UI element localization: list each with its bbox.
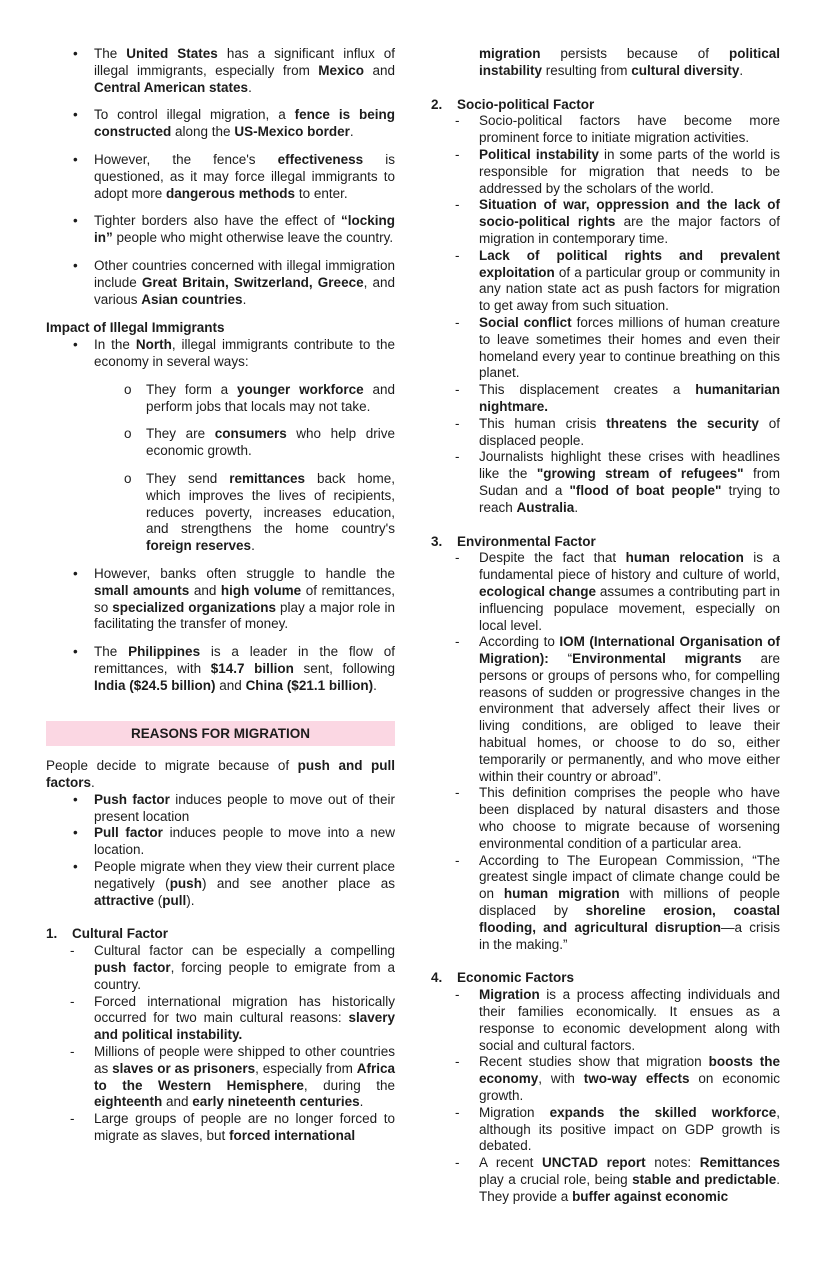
bold-text: “locking in” [94, 213, 395, 246]
list-item-text [479, 785, 780, 850]
dash-list-item [431, 113, 780, 147]
text-run: Tighter borders also have the effect of [94, 213, 341, 229]
list-item-text [479, 550, 780, 632]
text-run: on economic growth. [479, 1071, 780, 1104]
text-run: They form a [146, 381, 238, 397]
section-title: Economic Factors [457, 970, 575, 986]
text-run: According to [479, 634, 560, 650]
bold-text: India ($24.5 billion) [94, 677, 216, 693]
bold-text: push and pull factors [46, 758, 395, 791]
numbered-section-header [46, 926, 395, 943]
bold-text: consumers [214, 426, 287, 442]
bold-text: shoreline erosion, coastal flooding, and agricultural disruption [479, 903, 780, 935]
bullet-marker: • [73, 107, 78, 123]
list-item-text [479, 113, 780, 145]
bullet-marker: - [455, 550, 460, 566]
dash-list-item [46, 994, 395, 1044]
text-run: sent, following [293, 660, 395, 676]
bullet-list [46, 337, 395, 694]
section-title: Environmental Factor [457, 533, 596, 549]
text-run: However, the fence's [94, 151, 278, 167]
list-item-text [479, 416, 780, 448]
text-run: of remittances, so [94, 582, 395, 615]
dash-list-item [431, 550, 780, 634]
list-item-text [479, 147, 780, 196]
text-run: Millions of people were shipped to other countries as [94, 1044, 395, 1076]
list-item-text [146, 471, 395, 553]
text-run: , with [538, 1071, 584, 1087]
dash-list-item [46, 943, 395, 993]
text-run: and [215, 677, 246, 693]
bold-text: attractive [94, 892, 155, 908]
bullet-marker: o [124, 426, 132, 442]
text-run: and perform jobs that locals may not take. [146, 381, 395, 414]
bullet-marker: - [455, 987, 460, 1003]
text-run: in some parts of the world is responsible for migration that needs to be addressed by the scholars of the world. [479, 146, 780, 196]
section-number: 1. [46, 926, 58, 942]
bullet-marker: - [455, 146, 460, 162]
text-run: . [242, 291, 247, 307]
section-title: Socio-political Factor [457, 96, 595, 112]
text-run: , during the [303, 1077, 395, 1093]
bullet-marker: - [455, 1054, 460, 1070]
numbered-section [431, 534, 780, 954]
text-run: forces millions of human creature to leave sometimes their homes and even their homeland every year to continue breathing on this planet. [479, 314, 780, 381]
bold-text: IOM (International Organisation of Migration): [479, 634, 780, 667]
text-run: ) and see another place as [201, 875, 395, 891]
bold-text: high volume [220, 582, 302, 598]
bold-text: Australia [516, 499, 575, 515]
list-item-text [479, 197, 780, 246]
text-run: and [189, 582, 221, 598]
text-run: is a fundamental piece of history and culture of world, [479, 550, 780, 583]
text-run: People migrate when they view their current place negatively ( [94, 859, 395, 891]
bullet-marker: - [455, 1155, 460, 1171]
bullet-marker: • [73, 565, 78, 581]
bold-text: "growing stream of refugees" [536, 466, 744, 482]
bullet-marker: • [73, 644, 78, 660]
text-run: Recent studies show that migration [479, 1054, 709, 1070]
bold-text: push [169, 875, 202, 891]
text-run: , especially from [255, 1060, 357, 1076]
dash-list-item [431, 785, 780, 852]
numbered-section-header [431, 97, 780, 114]
bold-text: humanitarian nightmare. [479, 382, 780, 414]
bold-text: pull [162, 892, 187, 908]
bullet-marker: - [455, 1104, 460, 1120]
text-run: induces people to move into a new location. [94, 825, 395, 858]
list-item-text [479, 1054, 780, 1103]
dash-list-item [431, 147, 780, 197]
text-run: Forced international migration has historically occurred for two main cultural reasons: [94, 993, 395, 1026]
bold-text: Situation of war, oppression and the lack of socio-political rights [479, 197, 780, 230]
list-item [46, 644, 395, 694]
list-item-text [479, 382, 780, 414]
bold-text: remittances [229, 470, 306, 486]
text-run: Migration [479, 1104, 550, 1120]
bullet-marker: • [73, 337, 78, 353]
section-number: 4. [431, 970, 443, 986]
text-run: “ [548, 651, 573, 667]
text-run: play a major role in facilitating the transfer of money. [94, 599, 395, 632]
bold-text: two-way effects [583, 1071, 690, 1087]
bold-text: expands the skilled workforce [549, 1104, 777, 1120]
list-item-text [479, 987, 780, 1052]
bullet-marker: o [124, 381, 132, 397]
bold-text: human migration [503, 886, 620, 902]
bold-text: UNCTAD report [542, 1155, 646, 1171]
bullet-marker: • [73, 825, 78, 841]
bullet-marker: • [73, 151, 78, 167]
section-title: Cultural Factor [72, 926, 169, 942]
bold-text: Mexico [318, 62, 365, 78]
bold-text: eighteenth [94, 1094, 163, 1110]
bold-text: China ($21.1 billion) [245, 677, 374, 693]
text-run: They are [146, 426, 215, 442]
bullet-marker: • [73, 46, 78, 61]
bold-text: Migration [479, 987, 540, 1003]
list-item-text [94, 1111, 395, 1143]
text-run: resulting from [542, 62, 632, 78]
bold-text: early nineteenth centuries [192, 1094, 360, 1110]
left-column [46, 46, 395, 1206]
bold-text: Social conflict [479, 314, 572, 330]
bold-text: Philippines [128, 644, 201, 660]
bold-text: push factor [94, 960, 171, 976]
section-number: 3. [431, 533, 443, 549]
bold-text: Great Britain, Switzerland, Greece [141, 274, 364, 290]
bold-text: "flood of boat people" [569, 482, 722, 498]
list-item-text [94, 152, 395, 201]
text-run: and [162, 1094, 193, 1110]
bold-text: Central American states [94, 79, 249, 95]
text-run: . [349, 124, 354, 140]
dash-list-item [431, 416, 780, 450]
text-run: . They provide a [479, 1172, 780, 1204]
bold-text: Asian countries [141, 291, 243, 307]
text-run: The [94, 644, 129, 660]
text-run: People decide to migrate because of [46, 758, 298, 774]
text-run: back home, which improves the lives of recipients, reduces poverty, increases education, and strengthens the home country's [146, 470, 395, 537]
bold-text: forced international [229, 1128, 356, 1144]
bold-text: Africa to the Western Hemisphere [94, 1060, 395, 1093]
bullet-marker: - [455, 415, 460, 431]
list-item-text [94, 825, 395, 857]
text-run: —a crisis in the making.” [479, 919, 780, 952]
text-run: The [94, 46, 127, 61]
dash-list-item [431, 248, 780, 315]
numbered-section-header [431, 970, 780, 987]
bullet-marker: - [455, 785, 460, 801]
text-run: play a crucial role, being [479, 1172, 633, 1187]
list-item [46, 566, 395, 633]
list-item-text [94, 994, 395, 1043]
list-item [46, 107, 395, 141]
sub-list-item [46, 382, 395, 416]
text-run: has a significant influx of illegal immigrants, especially from [94, 46, 395, 78]
text-run: trying to reach [479, 482, 780, 515]
list-item-text [94, 337, 395, 369]
bullet-marker: - [70, 1044, 75, 1060]
list-item-text [94, 943, 395, 992]
bullet-marker: - [455, 197, 460, 213]
text-run: along the [171, 124, 235, 140]
list-item [46, 46, 395, 96]
dash-list-item [431, 1054, 780, 1104]
text-run: . [359, 1094, 364, 1110]
list-item-text [94, 258, 395, 307]
bold-text: Remittances [699, 1155, 780, 1171]
list-item [46, 152, 395, 202]
bold-text: slaves or as prisoners [112, 1060, 256, 1076]
bold-text: fence is being constructed [94, 107, 395, 140]
text-run: is a leader in the flow of remittances, with [94, 644, 395, 676]
list-item-text [146, 426, 395, 458]
bold-text: small amounts [94, 582, 190, 598]
list-item [46, 258, 395, 308]
bold-text: political instability [479, 46, 780, 78]
text-run: is questioned, as it may force illegal immigrants to adopt more [94, 151, 395, 201]
bold-text: threatens the security [606, 415, 759, 431]
list-item [46, 213, 395, 247]
bold-text: Environmental migrants [572, 651, 742, 667]
bullet-marker: - [455, 852, 460, 868]
list-item-text [94, 644, 395, 693]
bullet-list [46, 46, 395, 308]
text-run: According to The European Commission, “The greatest single impact of climate change could be on [479, 852, 780, 902]
dash-list-item [431, 987, 780, 1054]
text-run: . [739, 62, 744, 78]
bold-text: migration [479, 46, 541, 61]
bullet-marker: - [455, 113, 460, 129]
text-run: . [574, 499, 579, 515]
bullet-marker: - [70, 1111, 75, 1127]
text-run: However, banks often struggle to handle the [94, 565, 395, 581]
list-item-text [479, 449, 780, 514]
list-item [46, 792, 395, 826]
numbered-section-header [431, 534, 780, 551]
bold-text: Political instability [479, 146, 599, 162]
list-item-text [479, 853, 780, 952]
text-run: To control illegal migration, a [94, 107, 295, 123]
list-item-text [479, 248, 780, 313]
banner-heading: REASONS FOR MIGRATION [46, 721, 395, 747]
bold-text: North [135, 337, 172, 353]
text-run: , forcing people to emigrate from a country. [94, 960, 395, 992]
section-heading: Impact of Illegal Immigrants [46, 320, 225, 336]
bold-text: Pull factor [94, 825, 163, 841]
bold-text: US-Mexico border [234, 124, 350, 140]
list-item-text [146, 382, 395, 414]
text-run: . [248, 79, 252, 95]
text-run: of a particular group or community in any nation state act as push factors for migration to get away from such situation. [479, 264, 780, 314]
text-run: ). [186, 892, 195, 908]
list-item-text [479, 1105, 780, 1154]
list-item-text [94, 1044, 395, 1109]
dash-list-item [46, 1044, 395, 1111]
text-run: A recent [479, 1155, 543, 1171]
text-run: ( [154, 892, 163, 908]
text-run: Despite the fact that [479, 550, 626, 566]
bold-text: effectiveness [277, 151, 364, 167]
text-run: persists because of [540, 46, 729, 61]
dash-list-item [431, 634, 780, 785]
dash-list-item [431, 1155, 780, 1205]
numbered-section [431, 970, 780, 1205]
bold-text: specialized organizations [112, 599, 277, 615]
list-item-text [94, 792, 395, 824]
bullet-marker: • [73, 257, 78, 273]
bold-text: foreign reserves [146, 538, 252, 554]
text-run: are the major factors of migration in contemporary time. [479, 214, 781, 246]
bullet-marker: - [455, 247, 460, 263]
bold-text: cultural diversity [631, 62, 740, 78]
text-run: They send [146, 470, 230, 486]
paragraph [46, 758, 395, 792]
text-run: , and various [94, 274, 395, 307]
bullet-marker: - [455, 382, 460, 398]
numbered-section [431, 97, 780, 517]
dash-list-item [431, 315, 780, 382]
bullet-marker: - [455, 449, 460, 465]
dash-list-item [431, 197, 780, 247]
bullet-marker: - [70, 943, 75, 959]
text-run: Other countries concerned with illegal immigration include [94, 257, 395, 290]
text-run: is a process affecting individuals and their families economically. It ensues as a response to economic development along with social and cultural factors. [479, 987, 780, 1053]
sub-list-item [46, 471, 395, 555]
dash-list-item [431, 1105, 780, 1155]
text-run: . [373, 677, 377, 693]
bold-text: $14.7 billion [210, 660, 294, 676]
section-number: 2. [431, 96, 443, 112]
text-run: and [364, 62, 395, 78]
bullet-marker: - [455, 634, 460, 650]
dash-list-item [431, 449, 780, 516]
bullet-marker: • [73, 859, 78, 875]
bold-text: Lack of political rights and prevalent exploitation [479, 247, 780, 280]
text-run: This displacement creates a [479, 382, 696, 398]
text-run: assumes a contributing part in influencing populace movement, especially on local level. [479, 583, 780, 633]
text-run: Journalists highlight these crises with headlines like the [479, 449, 780, 482]
bullet-marker: o [124, 470, 132, 486]
dash-list-item [431, 853, 780, 954]
text-run: who help drive economic growth. [146, 426, 395, 459]
bold-text: stable and predictable [632, 1172, 777, 1187]
right-column [431, 46, 780, 1206]
dash-list-item [46, 1111, 395, 1145]
text-run: from Sudan and a [479, 466, 780, 498]
bullet-marker: - [70, 993, 75, 1009]
bullet-marker: • [73, 213, 78, 229]
sub-list-item [46, 426, 395, 460]
bold-text: ecological change [479, 583, 597, 599]
list-item-text [94, 46, 395, 95]
bullet-marker: • [73, 791, 78, 807]
bold-text: slavery and political instability. [94, 1010, 395, 1043]
list-item-text [94, 859, 395, 908]
list-item-text [479, 1155, 780, 1204]
text-run: This human crisis [479, 415, 607, 431]
bold-text: United States [126, 46, 218, 61]
paragraph [431, 46, 780, 80]
text-run: people who might otherwise leave the country. [112, 230, 394, 246]
text-run: Large groups of people are no longer forced to migrate as slaves, but [94, 1111, 395, 1144]
list-item-text [94, 213, 395, 245]
bold-text: buffer against economic [572, 1188, 729, 1204]
text-run: . [251, 538, 255, 554]
text-run: , although its positive impact on GDP growth is debated. [479, 1104, 780, 1154]
list-item-text [94, 107, 395, 139]
text-run: . [91, 775, 95, 791]
text-run: In the [94, 337, 136, 353]
text-run: Socio-political factors have become more prominent force to initiate migration activities. [479, 113, 780, 146]
text-run: to enter. [295, 185, 348, 201]
text-run: This definition comprises the people who have been displaced by natural disasters and those who choose to migrate because of worsening environmental condition of a particular area. [479, 785, 780, 851]
bold-text: human relocation [625, 550, 744, 566]
dash-list-item [431, 382, 780, 416]
text-run: induces people to move out of their present location [94, 791, 395, 824]
text-run: are persons or groups of persons who, for compelling reasons of sudden or progressive changes in the environment that adversely affect their lives or living conditions, are obliged to leave their habitual homes, or choose to do so, either temporarily or permanently, and who move either within their country or abroad”. [479, 651, 780, 784]
text-run: notes: [645, 1155, 700, 1171]
numbered-section [46, 926, 395, 1144]
text-run: of displaced people. [479, 415, 781, 448]
text-run: with millions of people displaced by [479, 886, 780, 919]
list-item-text [479, 315, 780, 380]
list-item [46, 859, 395, 909]
bold-text: younger workforce [237, 381, 364, 397]
list-item [46, 825, 395, 859]
text-run: , illegal immigrants contribute to the economy in several ways: [94, 337, 395, 369]
list-item [46, 337, 395, 371]
list-item-text [94, 566, 395, 631]
list-item-text [479, 634, 780, 783]
text-run: Cultural factor can be especially a compelling [94, 943, 395, 959]
bold-text: dangerous methods [166, 185, 296, 201]
bold-text: boosts the economy [479, 1054, 780, 1087]
bullet-marker: - [455, 314, 460, 330]
bullet-list [46, 792, 395, 910]
bold-text: Push factor [94, 791, 170, 807]
